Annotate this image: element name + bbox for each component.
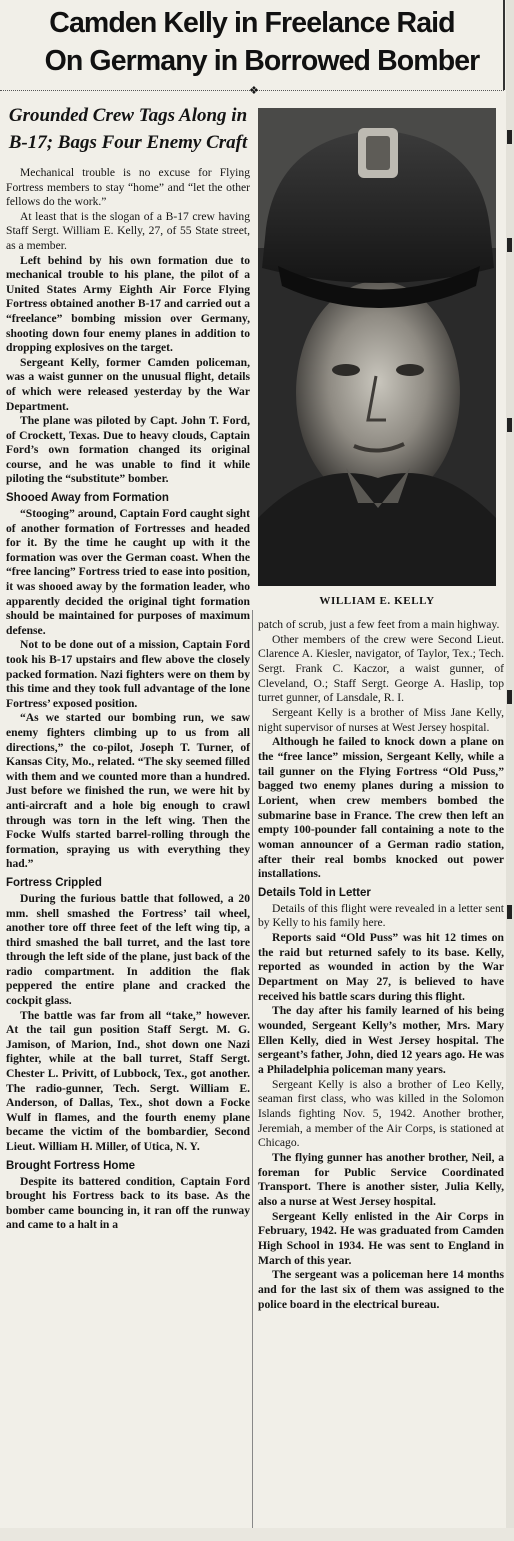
article-paragraph: Sergeant Kelly enlisted in the Air Corps in February, 1942. He was graduated from Camden High School in 1934. He was sent to England in March of this year. — [258, 1209, 504, 1267]
portrait-photo — [258, 108, 496, 586]
right-column-body — [258, 618, 504, 1312]
page-bottom-edge — [0, 1528, 514, 1541]
article-paragraph: During the furious battle that followed, a 20 mm. shell smashed the Fortress’ tail wheel, another tore off three feet of the left wing tip, a third smashed the ball turret, and the last tore through the left side of the plane, just back of the radio compartment. In addition the flak peppered the entire plane and cracked the cockpit glass. — [6, 891, 250, 1008]
article-paragraph: The plane was piloted by Capt. John T. Ford, of Crockett, Texas. Due to heavy clouds, Captain Ford’s own formation changed its original course, and he was unable to find it while piloting the “substitute” bomber. — [6, 414, 250, 486]
section-subhead: Brought Fortress Home — [6, 1159, 136, 1172]
article-paragraph: The flying gunner has another brother, Neil, a foreman for Public Service Coordinated Transport. There is another sister, Julia Kelly, also a nurse at West Jersey hospital. — [258, 1150, 504, 1208]
article-paragraph: The battle was far from all “take,” however. At the tail gun position Staff Sergt. M. G. Jamison, of Marion, Ind., shot down one Nazi fighter, while at the ball turret, Staff Sergt. Chester L. Privitt, of Lubbock, Tex., got another. The radio-gunner, Tech. Sergt. William E. Anderson, of Dallas, Tex., shot down a Focke Wulf in flames, and the fourth enemy plane became the victim of the bombardier, Second Lieut. William H. Miller, of Utica, N. Y. — [6, 1008, 250, 1153]
headline-line-1: Camden Kelly in Freelance Raid — [49, 7, 455, 39]
article-paragraph: Sergeant Kelly is also a brother of Leo Kelly, seaman first class, who was killed in the Solomon Islands fighting Nov. 5, 1942. Another brother, Jeremiah, a member of the Air Corps, is stationed at Chicago. — [258, 1077, 504, 1150]
article-paragraph: The sergeant was a policeman here 14 months and for the last six of them was assigned to the police board in the electrical bureau. — [258, 1268, 504, 1311]
article-paragraph: Reports said “Old Puss” was hit 12 times on the raid but returned safely to its base. Kelly, reported as wounded in action by the War Department on May 27, is believed to have received his battle scars during this flight. — [258, 931, 504, 1003]
article-paragraph: Although he failed to knock down a plane on the “free lance” mission, Sergeant Kelly, while a tail gunner on the Flying Fortress “Old Puss,” bagged two enemy planes during a mission to Lorient, when crew members bombed the submarine base in France. The crew then left an empty 100-pounder fall containing a note to the woman announcer of a German radio station, after their real bombs knocked out power installations. — [258, 735, 504, 881]
section-subhead: Fortress Crippled — [6, 876, 102, 889]
column-divider-top — [503, 0, 505, 90]
section-subhead: Shooed Away from Formation — [6, 492, 169, 505]
article-paragraph: Not to be done out of a mission, Captain Ford took his B-17 upstairs and flew above the closely packed formation. Nazi fighters were on them by this time and they took full advantage of the lone Fortress’ exposed position. — [6, 638, 250, 710]
adjacent-page-margin — [506, 0, 514, 1541]
portrait-image — [258, 108, 496, 586]
article-paragraph: Left behind by his own formation due to mechanical trouble to his plane, the pilot of a United States Army Eighth Air Force Flying Fortress obtained another B-17 and carried out a “freelance” bombing mission over Germany, shooting down four enemy planes in addition to dropping explosives on the target. — [6, 253, 250, 355]
column-rule — [252, 610, 253, 1540]
article-paragraph: Sergeant Kelly is a brother of Miss Jane Kelly, night supervisor of nurses at West Jersey hospital. — [258, 705, 504, 734]
article-paragraph: Sergeant Kelly, former Camden policeman, was a waist gunner on the unusual flight, details of which were released yesterday by the War Department. — [6, 355, 250, 413]
photo-caption: WILLIAM E. KELLY — [319, 595, 435, 607]
right-column — [258, 618, 504, 1312]
article-paragraph: “Stooging” around, Captain Ford caught sight of another formation of Fortresses and headed for it. By the time he caught up with it the formation was over the German coast. When the “free lancing” Fortress tried to ease into position, it was shooed away by the formation leader, who apparently decided the original tight formation should be maintained for purposes of maximum defense. — [6, 507, 250, 637]
article-paragraph: Details of this flight were revealed in a letter sent by Kelly to his family here. — [258, 901, 504, 930]
headline-line-2: On Germany in Borrowed Bomber — [44, 45, 480, 77]
article-paragraph: patch of scrub, just a few feet from a main highway. — [258, 618, 500, 631]
article-paragraph: “As we started our bombing run, we saw enemy fighters climbing up to us from all directions,” the co-pilot, Joseph T. Turner, of Kansas City, Mo., related. “The sky seemed filled with them and we counted more than a hundred. Just before we finished the run, we were hit by anti-aircraft and a hole big enough to crawl through was torn in the left wing. Then the Focke Wulfs started barrel-rolling through the formation, spraying us with everything they had.” — [6, 711, 250, 871]
headline — [0, 0, 504, 80]
article-paragraph: Mechanical trouble is no excuse for Flying Fortress members to stay “home” and “let the other fellows do the work.” — [6, 166, 250, 209]
rule-ornament-icon: ❖ — [249, 85, 259, 97]
article-paragraph: Other members of the crew were Second Lieut. Clarence A. Kiesler, navigator, of Taylor, Tex.; Tech. Sergt. Frank C. Kaczor, a waist gunner, of Cleveland, O.; Staff Sergt. George A. Haslip, top turret gunner, of Lansdale, R. I. — [258, 632, 504, 705]
section-subhead: Details Told in Letter — [258, 886, 371, 899]
deck-subheadline: Grounded Crew Tags Along in B-17; Bags Four Enemy Craft — [8, 105, 248, 153]
article-paragraph: At least that is the slogan of a B-17 crew having Staff Sergt. William E. Kelly, 27, of 55 State street, as a member. — [6, 209, 250, 252]
left-column — [6, 100, 250, 1233]
article-paragraph: The day after his family learned of his being wounded, Sergeant Kelly’s mother, Mrs. Mary Ellen Kelly, died in West Jersey hospital. The sergeant’s father, John, died 12 years ago. He was a Philadelphia policeman many years. — [258, 1004, 504, 1077]
article-paragraph: Despite its battered condition, Captain Ford brought his Fortress back to its base. As the bomber came bouncing in, it ran off the runway and came to a halt in a — [6, 1174, 250, 1232]
left-column-body — [6, 166, 250, 1233]
